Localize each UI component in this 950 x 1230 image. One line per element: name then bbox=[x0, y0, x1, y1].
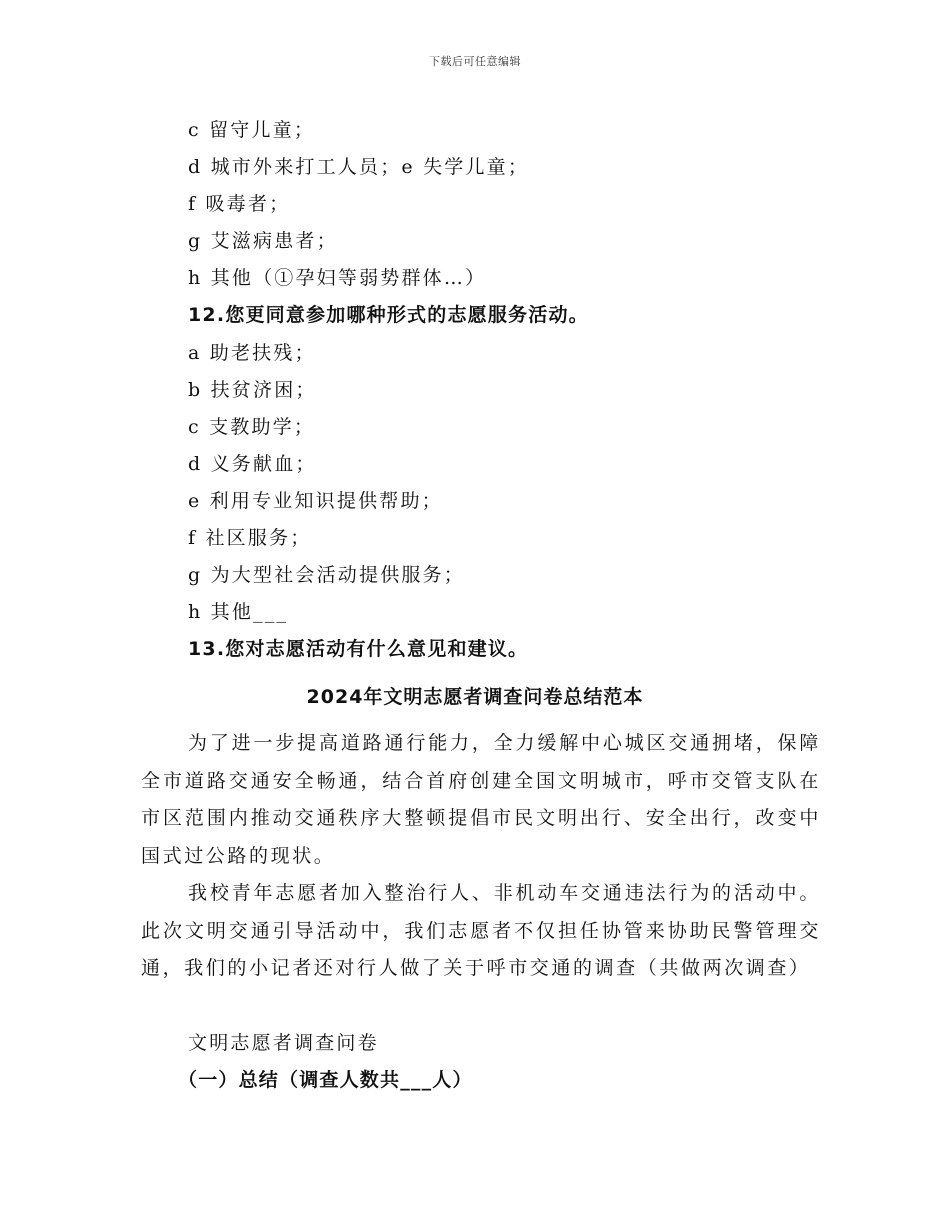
option-h-other-blank: h 其他___ bbox=[188, 601, 289, 623]
section-1-heading: （一）总结（调查人数共___人） bbox=[178, 1069, 473, 1091]
question-13: 13.您对志愿活动有什么意见和建议。 bbox=[188, 638, 529, 660]
question-12: 12.您更同意参加哪种形式的志愿服务活动。 bbox=[188, 304, 589, 326]
option-f-drug-users: f 吸毒者； bbox=[188, 193, 291, 215]
option-b-poverty-relief: b 扶贫济困； bbox=[188, 379, 317, 401]
page-header: 下载后可任意编辑 bbox=[429, 55, 521, 68]
option-e-professional-help: e 利用专业知识提供帮助； bbox=[188, 490, 443, 512]
option-d-e-migrant-workers-dropouts: d 城市外来打工人员；e 失学儿童； bbox=[188, 156, 530, 178]
option-c-education-support: c 支教助学； bbox=[188, 416, 316, 438]
option-g-large-events: g 为大型社会活动提供服务； bbox=[188, 564, 466, 586]
document-title: 2024年文明志愿者调查问卷总结范本 bbox=[306, 686, 644, 708]
option-d-blood-donation: d 义务献血； bbox=[188, 453, 317, 475]
option-g-aids-patients: g 艾滋病患者； bbox=[188, 230, 338, 252]
questionnaire-subheading: 文明志愿者调查问卷 bbox=[188, 1032, 379, 1054]
option-a-elderly-disabled: a 助老扶残； bbox=[188, 342, 316, 364]
option-f-community-service: f 社区服务； bbox=[188, 527, 312, 549]
option-h-other: h 其他（①孕妇等弱势群体…） bbox=[188, 267, 487, 289]
intro-paragraph: 为了进一步提高道路通行能力，全力缓解中心城区交通拥堵，保障全市道路交通安全畅通，结合首府创建全国文明城市，呼市交管支队在市区范围内推动交通秩序大整顿提倡市民文明出行、安全出行，改变中国式过公路的现状。 bbox=[141, 732, 821, 867]
activity-paragraph: 我校青年志愿者加入整治行人、非机动车交通违法行为的活动中。此次文明交通引导活动中，我们志愿者不仅担任协管来协助民警管理交通，我们的小记者还对行人做了关于呼市交通的调查（共做两次调查） bbox=[141, 882, 821, 979]
option-c-left-behind-children: c 留守儿童； bbox=[188, 119, 316, 141]
